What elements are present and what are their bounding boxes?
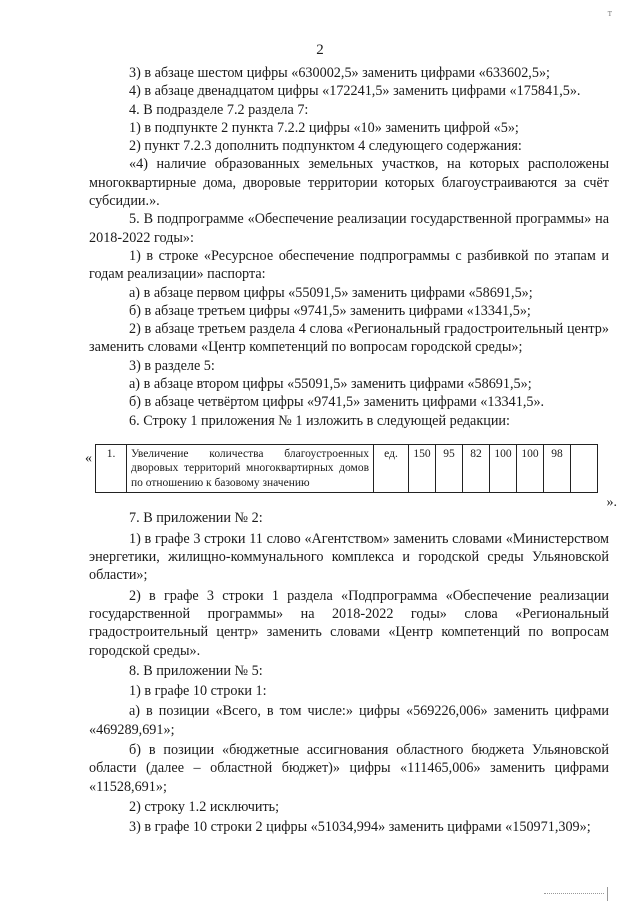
paragraph: 4) в абзаце двенадцатом цифры «172241,5» заменить цифрами «175841,5». [129, 83, 581, 100]
paragraph: 2) в графе 3 строки 1 раздела «Подпрограмма «Обеспечение реализации государственной программы» на 2018-2022 годы» слова «Региональный градостроительный центр» заменить словами «Центр компетенций по вопросам городской среды». [89, 587, 609, 659]
paragraph: 2) строку 1.2 исключить; [129, 798, 280, 815]
scan-artifact [607, 887, 608, 901]
value-cell: 95 [436, 444, 463, 493]
paragraph: б) в абзаце четвёртом цифры «9741,5» заменить цифрами «13341,5». [129, 394, 545, 411]
empty-cell [571, 444, 598, 493]
indicator-table [95, 444, 598, 494]
page-number: 2 [316, 42, 324, 58]
paragraph: а) в позиции «Всего, в том числе:» цифры «569226,006» заменить цифрами «469289,691»; [89, 703, 609, 738]
unit-cell: ед. [374, 444, 409, 493]
value-cell: 100 [490, 444, 517, 493]
scan-artifact [544, 893, 604, 895]
paragraph: 3) в разделе 5: [129, 357, 215, 374]
document-body [85, 64, 617, 836]
value-cell: 100 [517, 444, 544, 493]
paragraph: 5. В подпрограмме «Обеспечение реализации государственной программы» на 2018-2022 годы»: [89, 211, 609, 246]
paragraph: 2) пункт 7.2.3 дополнить подпунктом 4 следующего содержания: [129, 138, 522, 155]
paragraph: 7. В приложении № 2: [129, 510, 263, 527]
paragraph: б) в абзаце третьем цифры «9741,5» заменить цифрами «13341,5»; [129, 302, 531, 319]
corner-mark: т [607, 8, 612, 19]
paragraph: «4) наличие образованных земельных участков, на которых расположены многоквартирные дома, дворовые территории которых благоустраиваются за счёт субсидии.». [89, 156, 609, 210]
closing-quote: ». [606, 494, 617, 510]
value-cell: 82 [463, 444, 490, 493]
paragraph: а) в абзаце первом цифры «55091,5» заменить цифрами «58691,5»; [129, 284, 533, 301]
paragraph: 1) в строке «Ресурсное обеспечение подпрограммы с разбивкой по этапам и годам реализации» паспорта: [89, 247, 609, 283]
paragraph: 8. В приложении № 5: [129, 662, 263, 679]
paragraph: 6. Строку 1 приложения № 1 изложить в следующей редакции: [129, 412, 510, 429]
paragraph: 1) в подпункте 2 пункта 7.2.2 цифры «10» заменить цифрой «5»; [129, 119, 519, 136]
paragraph: 3) в абзаце шестом цифры «630002,5» заменить цифрами «633602,5»; [129, 65, 550, 81]
paragraph: 1) в графе 3 строки 11 слово «Агентством» заменить словами «Министерством энергетики, жилищно-коммунального комплекса и городской среды Ульяновской области»; [89, 530, 609, 584]
paragraph: 1) в графе 10 строки 1: [129, 683, 267, 700]
paragraph: б) в позиции «бюджетные ассигнования областного бюджета Ульяновской области (далее – областной бюджет)» цифры «111465,006» заменить цифрами «11528,691»; [89, 742, 609, 795]
paragraph: а) в абзаце втором цифры «55091,5» заменить цифрами «58691,5»; [129, 376, 532, 393]
appendix-row-table [85, 444, 617, 510]
opening-quote: « [85, 450, 92, 466]
value-cell: 150 [409, 444, 436, 493]
paragraph: 2) в абзаце третьем раздела 4 слова «Региональный градостроительный центр» заменить словами «Центр компетенций по вопросам городской среды»; [89, 321, 609, 356]
row-number: 1. [96, 444, 127, 493]
paragraph: 3) в графе 10 строки 2 цифры «51034,994» заменить цифрами «150971,309»; [129, 819, 591, 836]
paragraph: 4. В подразделе 7.2 раздела 7: [129, 101, 309, 118]
table-row [96, 444, 598, 493]
value-cell: 98 [544, 444, 571, 493]
indicator-name: Увеличение количества благоустроенных дворовых территорий многоквартирных домов по отношению к базовому значению [127, 444, 374, 493]
